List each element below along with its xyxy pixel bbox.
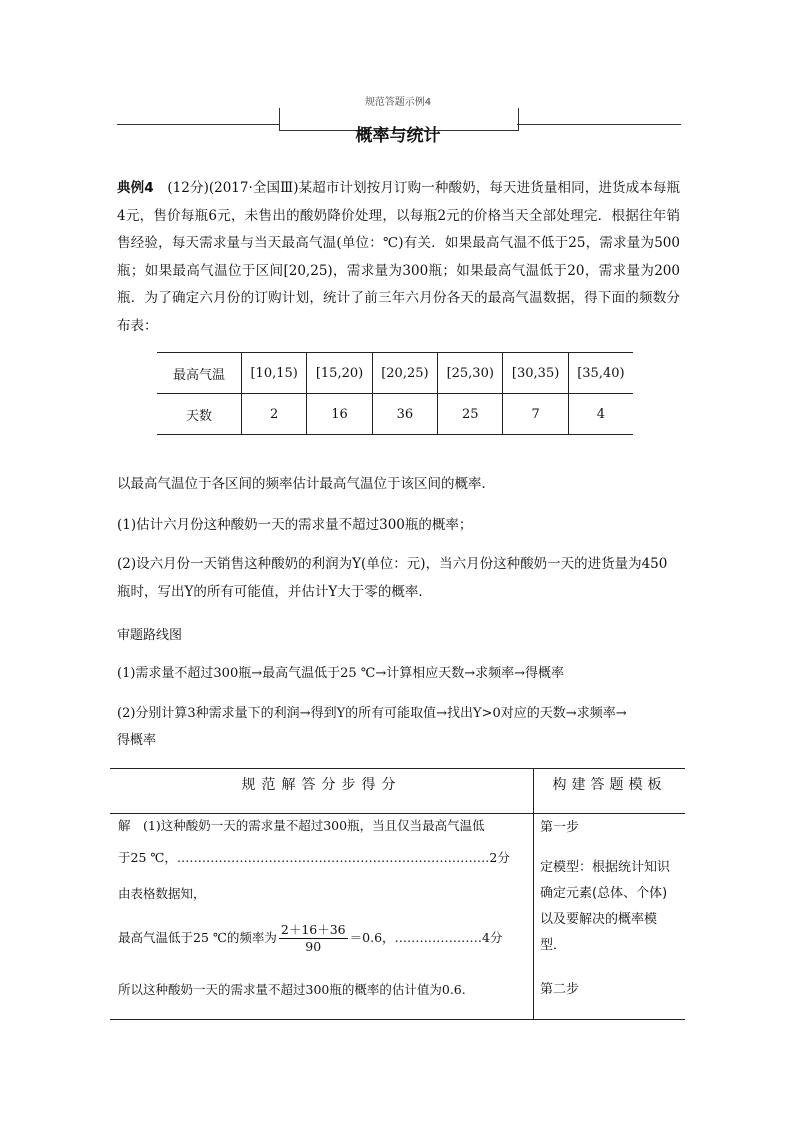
solution-line-fraction (118, 922, 502, 955)
header-rule-right (517, 124, 681, 125)
interval-cell: [25,30) (438, 353, 503, 394)
frequency-fraction (279, 922, 348, 955)
route-step-2-line-2: 得概率 (117, 733, 157, 748)
interval-cell: [20,25) (372, 353, 437, 394)
problem-statement (117, 175, 680, 340)
question-2-line-2: 瓶时，写出Y的所有可能值，并估计Y大于零的概率． (117, 584, 432, 600)
fraction-numerator: 2＋16＋36 (280, 922, 346, 937)
template-column-header: 构建答题模板 (552, 777, 667, 793)
probability-note: 以最高气温位于各区间的频率估计最高气温位于该区间的概率． (117, 476, 495, 492)
question-1: (1)估计六月份这种酸奶一天的需求量不超过300瓶的概率； (117, 517, 473, 533)
route-title: 审题路线图 (117, 628, 183, 643)
route-step-1: (1)需求量不超过300瓶→最高气温低于25 ℃→计算相应天数→求频率→得概率 (117, 666, 565, 681)
fraction-prefix: 最高气温低于25 ℃的频率为 (118, 930, 277, 945)
template-step-label: 第一步 (540, 820, 580, 835)
template-line: 定模型：根据统计知识 (540, 860, 671, 875)
answer-table-divider (533, 768, 534, 1020)
interval-cell: [35,40) (568, 353, 633, 394)
section-subtitle: 规范答题示例4 (364, 97, 432, 108)
problem-text: (12分)(2017·全国Ⅲ)某超市计划按月订购一种酸奶，每天进货量相同，进货成本每瓶4元，售价每瓶6元，未售出的酸奶降价处理，以每瓶2元的价格当天全部处理完．根据往年销售经验，每天需求量与当天最高气温(单位：℃)有关．如果最高气温不低于25，需求量为500瓶；如果最高气温位于区间[20,25)，需求量为300瓶；如果最高气温低于20，需求量为200瓶．为了确定六月份的订购计划，统计了前三年六月份各天的最高气温数据，得下面的频数分布表： (117, 180, 680, 334)
example-label: 典例4 (117, 180, 154, 196)
question-2-line-1: (2)设六月份一天销售这种酸奶的利润为Y(单位：元)，当六月份这种酸奶一天的进货量为450 (117, 556, 668, 572)
fraction-denominator: 90 (305, 939, 322, 954)
table-row-counts (157, 394, 633, 435)
solution-line: 所以这种酸奶一天的需求量不超过300瓶的概率的估计值为0.6. (118, 982, 466, 997)
template-line: 确定元素(总体、个体) (540, 886, 668, 901)
template-line: 以及要解决的概率模 (540, 912, 658, 927)
answer-table-bottom-rule (110, 1019, 685, 1020)
row-header-days: 天数 (157, 394, 242, 435)
count-cell: 25 (438, 394, 503, 435)
solution-column-header: 规范解答分步得分 (241, 777, 402, 793)
row-header-temperature: 最高气温 (157, 353, 242, 394)
section-title: 概率与统计 (355, 126, 441, 146)
answer-table (110, 768, 685, 1020)
template-step-label: 第二步 (540, 982, 580, 997)
interval-cell: [30,35) (503, 353, 568, 394)
header-rule-left (117, 124, 279, 125)
solution-line: 由表格数据知， (118, 886, 206, 901)
fraction-suffix: ＝0.6，…………………4分 (349, 930, 503, 945)
template-line: 型． (540, 938, 567, 953)
count-cell: 2 (242, 394, 307, 435)
table-row-intervals (157, 353, 633, 394)
solution-line: 解 (1)这种酸奶一天的需求量不超过300瓶，当且仅当最高气温低 (118, 818, 485, 833)
answer-table-header-rule (110, 813, 685, 814)
solution-line: 于25 ℃，…………………………………………………………………2分 (118, 850, 510, 865)
count-cell: 36 (372, 394, 437, 435)
interval-cell: [10,15) (242, 353, 307, 394)
answer-table-top-rule (110, 768, 685, 769)
frequency-table (157, 352, 633, 435)
route-step-2-line-1: (2)分别计算3种需求量下的利润→得到Y的所有可能取值→找出Y>0对应的天数→求频率→ (117, 706, 627, 721)
interval-cell: [15,20) (307, 353, 372, 394)
count-cell: 4 (568, 394, 633, 435)
count-cell: 16 (307, 394, 372, 435)
count-cell: 7 (503, 394, 568, 435)
